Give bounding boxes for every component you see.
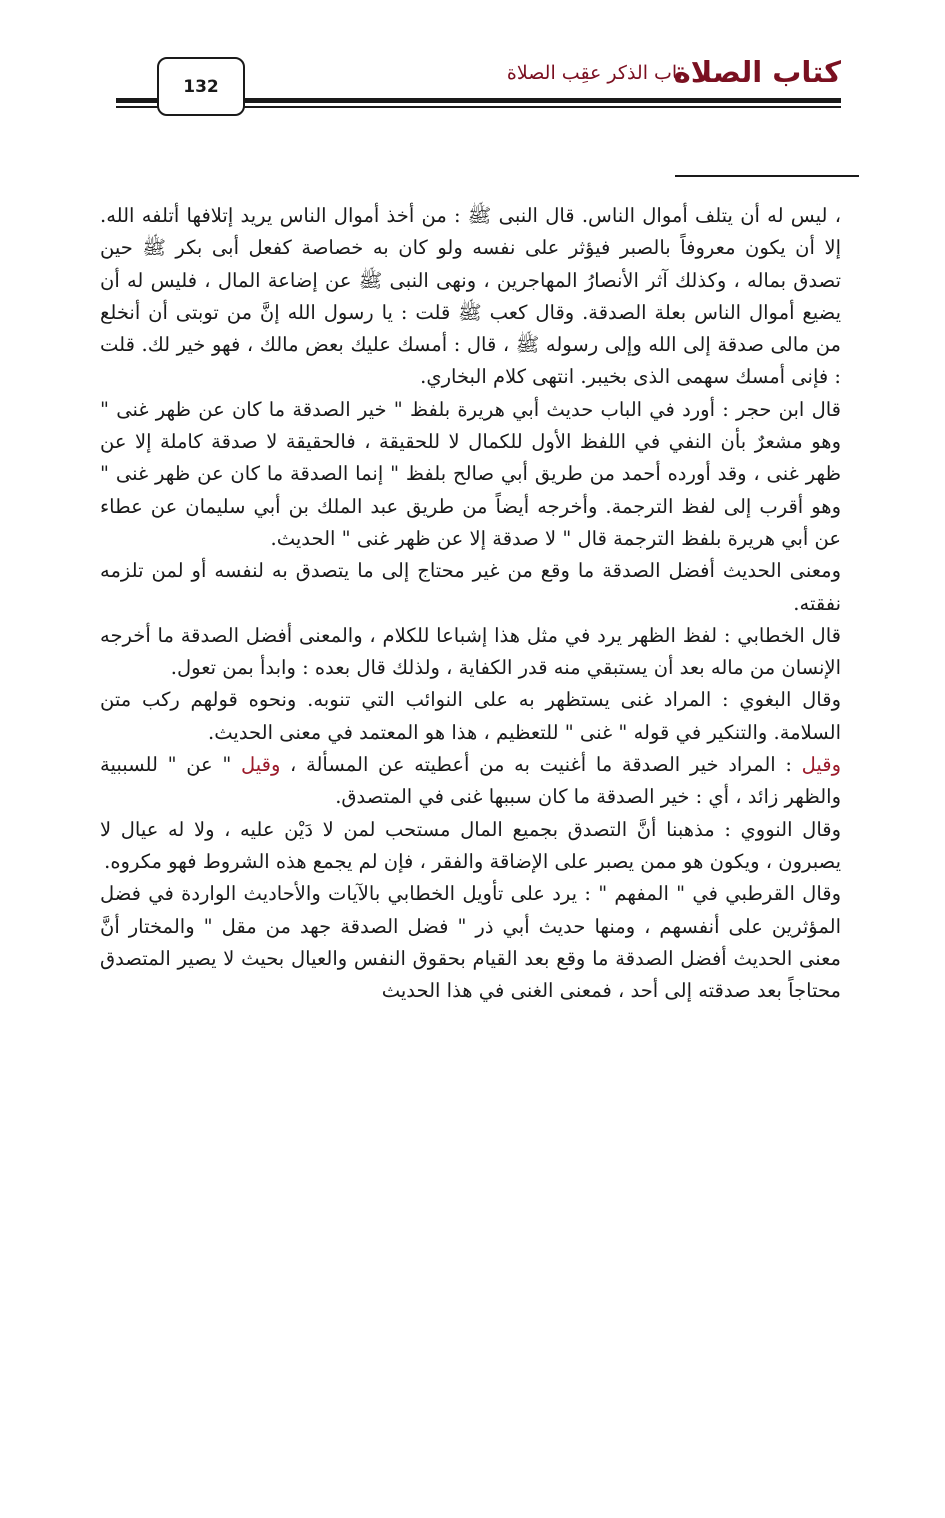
paragraph-text: " عن " للسببية والظهر زائد ، أي : خير الصدقة ما كان سببها غنى في المتصدق. [100, 753, 841, 809]
book-title: كتاب الصلاة [673, 55, 841, 89]
paragraph [100, 749, 841, 814]
highlighted-term: وقيل [241, 753, 281, 777]
page-header [0, 0, 945, 130]
paragraph: وقال القرطبي في " المفهم " : يرد على تأويل الخطابي بالآيات والأحاديث الواردة في فضل المؤثرين على أنفسهم ، ومنها حديث أبي ذر " فضل الصدقة جهد من مقل " والمختار أنَّ معنى الحديث أفضل الصدقة ما وقع بعد القيام بحقوق النفس والعيال بحيث لا يصير المتصدق محتاجاً بعد صدقته إلى أحد ، فمعنى الغنى في هذا الحديث [100, 882, 841, 1003]
paragraph: قال ابن حجر : أورد في الباب حديث أبي هريرة بلفظ " خير الصدقة ما كان عن ظهر غنى " وهو مشعرٌ بأن النفي في اللفظ الأول للكمال لا للحقيقة ، فالحقيقة لا صدقة كاملة إلا عن ظهر غنى ، وقد أورده أحمد من طريق أبي صالح بلفظ " إنما الصدقة ما كان عن ظهر غنى " وهو أقرب إلى لفظ الترجمة. وأخرجه أيضاً من طريق عبد الملك بن أبي سليمان عن عطاء عن أبي هريرة بلفظ الترجمة قال " لا صدقة إلا عن ظهر غنى " الحديث. [100, 397, 841, 550]
paragraph: قال الخطابي : لفظ الظهر يرد في مثل هذا إشباعا للكلام ، والمعنى أفضل الصدقة ما أخرجه الإنسان من ماله بعد أن يستبقي منه قدر الكفاية ، ولذلك قال بعده : وابدأ بمن تعول. [100, 623, 841, 680]
paragraph: ومعنى الحديث أفضل الصدقة ما وقع من غير محتاج إلى ما يتصدق به لنفسه أو لمن تلزمه نفقته. [100, 559, 841, 615]
paragraph-text: : المراد خير الصدقة ما أغنيت به من أعطيته عن المسألة ، [280, 753, 802, 777]
highlighted-term: وقيل [801, 753, 841, 777]
page-number: 132 [183, 76, 219, 97]
paragraph: وقال النووي : مذهبنا أنَّ التصدق بجميع المال مستحب لمن لا دَيْن عليه ، ولا له عيال لا يصبرون ، ويكون هو ممن يصبر على الإضاقة والفقر ، فإن لم يجمع هذه الشروط فهو مكروه. [100, 817, 841, 873]
paragraph: ، ليس له أن يتلف أموال الناس. قال النبى ﷺ : من أخذ أموال الناس يريد إتلافها أتلفه الله. إلا أن يكون معروفاً بالصبر فيؤثر على نفسه ولو كان به خصاصة كفعل أبى بكر ﷺ حين تصدق بماله ، وكذلك آثر الأنصارُ المهاجرين ، ونهى النبى ﷺ عن إضاعة المال ، فليس له أن يضيع أموال الناس بعلة الصدقة. وقال كعب ﷺ قلت : يا رسول الله إنَّ من توبتى أن أنخلع من مالى صدقة إلى الله وإلى رسوله ﷺ ، قال : أمسك عليك بعض مالك ، فهو خير لك. قلت : فإنى أمسك سهمى الذى بخيبر. انتهى كلام البخاري. [100, 204, 841, 389]
page-number-box [157, 57, 245, 116]
paragraph: وقال البغوي : المراد غنى يستظهر به على النوائب التي تنوبه. ونحوه قولهم ركب متن السلامة. والتنكير في قوله " غنى " للتعظيم ، هذا هو المعتمد في معنى الحديث. [100, 688, 841, 744]
body-text [100, 200, 841, 1007]
chapter-title: باب الذكر عقِب الصلاة [506, 62, 683, 84]
separator-line [675, 175, 859, 177]
